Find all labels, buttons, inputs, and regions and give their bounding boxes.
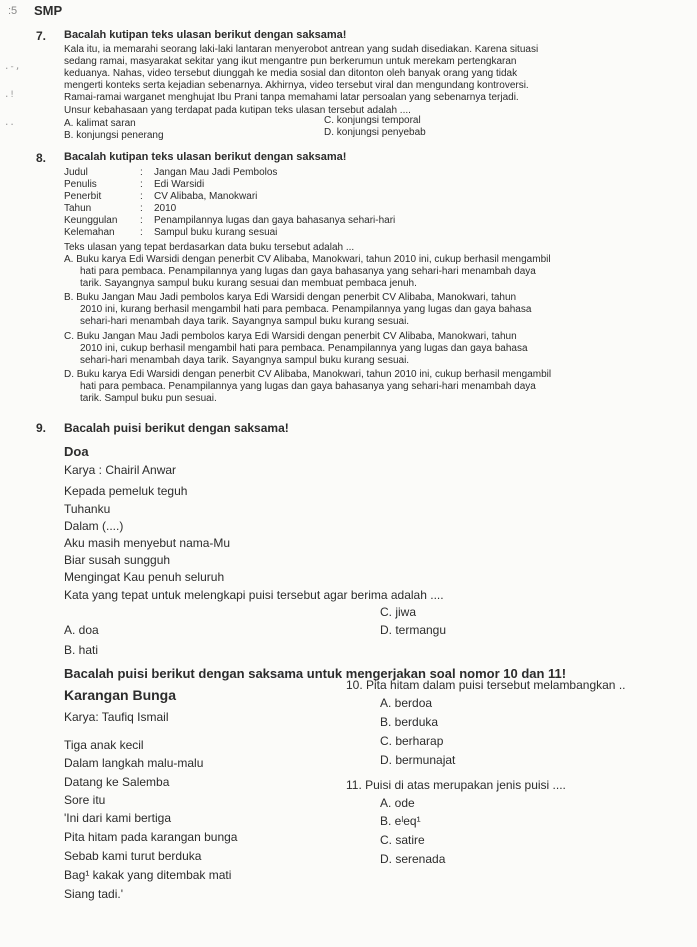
option-line: D. Buku karya Edi Warsidi dengan penerbit CV Alibaba, Manokwari, tahun 2010 ini, cukup berhasil mengambil <box>64 369 552 380</box>
colon: : <box>140 227 143 238</box>
colon: : <box>140 167 143 178</box>
option-b[interactable]: B. berduka <box>380 715 439 729</box>
option-d[interactable]: D. konjungsi penyebab <box>324 127 426 138</box>
question-number: 8. <box>36 151 47 165</box>
option-line: C. Buku Jangan Mau Jadi pembolos karya Edi Warsidi dengan penerbit CV Alibaba, Manokwari, tahun <box>64 331 517 342</box>
poem-line: Kepada pemeluk teguh <box>64 484 188 498</box>
option-d[interactable]: D. bermunajat <box>380 753 456 767</box>
corner-mark: :5 <box>8 5 18 17</box>
question-title: Bacalah puisi berikut dengan saksama! <box>64 421 289 435</box>
option-c[interactable]: C. konjungsi temporal <box>324 115 421 126</box>
page-title: SMP <box>34 3 63 18</box>
book-value-keunggulan: Penampilannya lugas dan gaya bahasanya sehari-hari <box>154 215 396 226</box>
option-a[interactable]: A. kalimat saran <box>64 118 136 129</box>
poem-title: Karangan Bunga <box>64 687 177 703</box>
question-number: 9. <box>36 421 47 435</box>
option-line: sehari-hari menambah daya tarik. Sayangnya sampul buku kurang sesuai. <box>80 355 410 366</box>
option-line: 2010 ini, kurang berhasil mengambil hati para pembaca. Penampilannya yang lugas dan gaya bahasa <box>80 304 532 315</box>
colon: : <box>140 215 143 226</box>
margin-mark: .-, <box>4 62 21 72</box>
colon: : <box>140 191 143 202</box>
poem-line: Sebab kami turut berduka <box>64 849 202 863</box>
option-b[interactable]: B. eˡeq¹ <box>380 814 421 828</box>
passage-line: Ramai-ramai warganet menghujat Ibu Prani tanpa memahami latar persoalan yang sebenarnya terjadi. <box>64 92 519 103</box>
poem-line: Bag¹ kakak yang ditembak mati <box>64 868 232 882</box>
passage-line: mengerti konteks serta kejadian sebenarnya. Akhirnya, video tersebut viral dan mengundang kontroversi. <box>64 80 529 91</box>
question-stem: Unsur kebahasaan yang terdapat pada kutipan teks ulasan tersebut adalah .... <box>64 105 411 116</box>
passage-line: sedang ramai, masyarakat sekitar yang ikut mengantre pun berkerumun untuk merekam pertengkaran <box>64 56 517 67</box>
option-d[interactable]: D. serenada <box>380 852 446 866</box>
option-b[interactable]: B. hati <box>64 643 99 657</box>
passage-line: Kala itu, ia memarahi seorang laki-laki lantaran menyerobot antrean yang sudah disediakan. Karena situasi <box>64 44 539 55</box>
option-c[interactable]: C. berharap <box>380 734 444 748</box>
option-c[interactable]: C. satire <box>380 833 425 847</box>
option-d[interactable]: D. termangu <box>380 623 447 637</box>
option-line: 2010 ini, cukup berhasil mengambil hati para pembaca. Penampilannya yang lugas dan gaya bahasa <box>80 343 528 354</box>
poem-line: Sore itu <box>64 793 106 807</box>
colon: : <box>140 179 143 190</box>
option-c[interactable]: C. jiwa <box>380 605 417 619</box>
book-value-penerbit: CV Alibaba, Manokwari <box>154 191 258 202</box>
book-label-penulis: Penulis <box>64 179 97 190</box>
option-line: hati para pembaca. Penampilannya yang lugas dan gaya bahasanya yang sehari-hari menambah daya <box>80 381 536 392</box>
poem-line: Karya : Chairil Anwar <box>64 463 177 477</box>
question-stem: 10. Pita hitam dalam puisi tersebut melambangkan .. <box>346 678 626 692</box>
option-line: tarik. Sayangnya sampul buku kurang sesuai dan membuat pembaca jenuh. <box>80 278 417 289</box>
poem-line: Karya: Taufiq Ismail <box>64 710 169 724</box>
poem-line: Dalam langkah malu-malu <box>64 756 204 770</box>
book-value-tahun: 2010 <box>154 203 177 214</box>
poem-line: Biar susah sungguh <box>64 553 171 567</box>
book-label-keunggulan: Keunggulan <box>64 215 118 226</box>
poem-line: Aku masih menyebut nama-Mu <box>64 536 231 550</box>
poem-line: Datang ke Salemba <box>64 775 170 789</box>
book-value-judul: Jangan Mau Jadi Pembolos <box>154 167 278 178</box>
book-label-penerbit: Penerbit <box>64 191 102 202</box>
book-value-penulis: Edi Warsidi <box>154 179 205 190</box>
option-line: tarik. Sampul buku pun sesuai. <box>80 393 217 404</box>
book-label-kelemahan: Kelemahan <box>64 227 115 238</box>
poem-line: Tiga anak kecil <box>64 738 144 752</box>
option-a[interactable]: A. ode <box>380 796 415 810</box>
poem-line: Siang tadi.' <box>64 887 123 901</box>
option-a[interactable]: A. berdoa <box>380 696 433 710</box>
option-line: A. Buku karya Edi Warsidi dengan penerbit CV Alibaba, Manokwari, tahun 2010 ini, cukup berhasil mengambil <box>64 254 551 265</box>
poem-line: Tuhanku <box>64 502 111 516</box>
poem-line: Dalam (....) <box>64 519 124 533</box>
passage-line: keduanya. Nahas, video tersebut diunggah ke media sosial dan ditonton oleh banyak orang yang tidak <box>64 68 518 79</box>
book-label-tahun: Tahun <box>64 203 92 214</box>
colon: : <box>140 203 143 214</box>
option-b[interactable]: B. konjungsi penerang <box>64 130 164 141</box>
question-number: 7. <box>36 29 47 43</box>
question-stem: Teks ulasan yang tepat berdasarkan data buku tersebut adalah ... <box>64 242 355 253</box>
poem-title: Doa <box>64 444 89 459</box>
margin-mark: .! <box>4 90 15 100</box>
question-title: Bacalah kutipan teks ulasan berikut dengan saksama! <box>64 29 347 41</box>
option-line: sehari-hari menambah daya tarik. Sayangnya sampul buku kurang sesuai. <box>80 316 410 327</box>
book-value-kelemahan: Sampul buku kurang sesuai <box>154 227 278 238</box>
poem-line: 'Ini dari kami bertiga <box>64 811 172 825</box>
instruction-10-11: Bacalah puisi berikut dengan saksama untuk mengerjakan soal nomor 10 dan 11! <box>64 666 567 681</box>
option-line: B. Buku Jangan Mau Jadi pembolos karya Edi Warsidi dengan penerbit CV Alibaba, Manokwari, tahun <box>64 292 517 303</box>
book-label-judul: Judul <box>64 167 88 178</box>
margin-mark: .. <box>4 118 15 128</box>
question-title: Bacalah kutipan teks ulasan berikut dengan saksama! <box>64 151 347 163</box>
question-stem: Kata yang tepat untuk melengkapi puisi tersebut agar berima adalah .... <box>64 588 444 602</box>
poem-line: Pita hitam pada karangan bunga <box>64 830 238 844</box>
poem-line: Mengingat Kau penuh seluruh <box>64 570 225 584</box>
option-a[interactable]: A. doa <box>64 623 99 637</box>
question-stem: 11. Puisi di atas merupakan jenis puisi .... <box>346 778 566 792</box>
option-line: hati para pembaca. Penampilannya yang lugas dan gaya bahasanya yang sehari-hari menambah daya <box>80 266 536 277</box>
